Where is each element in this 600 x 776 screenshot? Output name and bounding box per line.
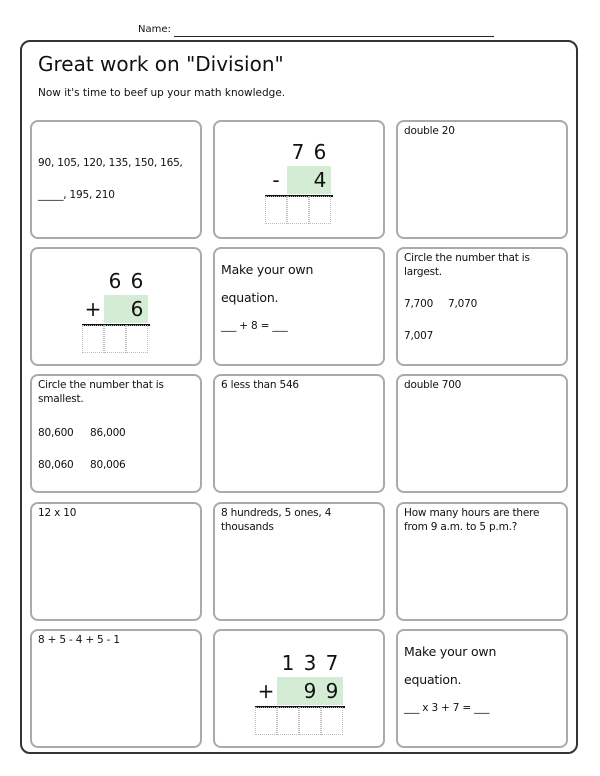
problem-text: 12 x 10 bbox=[38, 507, 77, 519]
problem-text: 8 hundreds, 5 ones, 4 thousands bbox=[221, 507, 332, 533]
problem-box-5 bbox=[213, 247, 385, 366]
answer-cell-1[interactable] bbox=[82, 325, 104, 353]
problem-box-4 bbox=[30, 247, 202, 366]
problem-text: 6 less than 546 bbox=[221, 379, 299, 391]
problem-prompt: Circle the number that is largest. bbox=[404, 252, 530, 278]
operator-plus: + bbox=[257, 679, 275, 703]
equation-line-2: equation. bbox=[404, 672, 462, 687]
digit-bottom-1 bbox=[277, 677, 299, 705]
digit-bottom-2: 4 bbox=[309, 166, 331, 194]
digit-top-3: 7 bbox=[325, 651, 339, 675]
equation-line-3: ___ x 3 + 7 = ___ bbox=[404, 702, 490, 714]
problem-box-11 bbox=[213, 502, 385, 621]
number-option[interactable]: 7,007 bbox=[404, 330, 434, 342]
problem-box-14 bbox=[213, 629, 385, 748]
digit-bottom-1 bbox=[287, 166, 309, 194]
number-option[interactable]: 80,060 bbox=[38, 459, 74, 471]
problem-box-7 bbox=[30, 374, 202, 493]
number-option[interactable]: 7,070 bbox=[448, 298, 478, 310]
page-subtitle: Now it's time to beef up your math knowledge. bbox=[38, 87, 286, 99]
problem-box-1 bbox=[30, 120, 202, 239]
digit-top-2: 6 bbox=[130, 269, 144, 293]
name-line[interactable] bbox=[174, 36, 494, 37]
equation-line-2: equation. bbox=[221, 290, 279, 305]
problem-prompt: Circle the number that is smallest. bbox=[38, 379, 164, 405]
problem-box-15 bbox=[396, 629, 568, 748]
problem-box-13 bbox=[30, 629, 202, 748]
answer-cell-3[interactable] bbox=[126, 325, 148, 353]
answer-cell-4[interactable] bbox=[321, 707, 343, 735]
name-label: Name: bbox=[138, 24, 171, 35]
digit-top-1: 6 bbox=[108, 269, 122, 293]
digit-bottom-2: 6 bbox=[126, 295, 148, 323]
number-option[interactable]: 80,006 bbox=[90, 459, 126, 471]
digit-bottom-1 bbox=[104, 295, 126, 323]
operator-plus: + bbox=[84, 297, 102, 321]
page-title: Great work on "Division" bbox=[38, 52, 284, 76]
problem-box-10 bbox=[30, 502, 202, 621]
problem-text: How many hours are there from 9 a.m. to 5 p.m.? bbox=[404, 507, 540, 533]
problem-box-3 bbox=[396, 120, 568, 239]
number-option[interactable]: 86,000 bbox=[90, 427, 126, 439]
answer-cell-3[interactable] bbox=[309, 196, 331, 224]
number-option[interactable]: 7,700 bbox=[404, 298, 434, 310]
problem-box-8 bbox=[213, 374, 385, 493]
answer-cell-3[interactable] bbox=[299, 707, 321, 735]
problem-box-9 bbox=[396, 374, 568, 493]
digit-bottom-3: 9 bbox=[321, 677, 343, 705]
answer-cell-2[interactable] bbox=[104, 325, 126, 353]
digit-top-2: 6 bbox=[313, 140, 327, 164]
problem-box-12 bbox=[396, 502, 568, 621]
digit-top-2: 3 bbox=[303, 651, 317, 675]
digit-top-1: 1 bbox=[281, 651, 295, 675]
problem-text: 8 + 5 - 4 + 5 - 1 bbox=[38, 634, 120, 646]
answer-cell-2[interactable] bbox=[287, 196, 309, 224]
sequence-line-1: 90, 105, 120, 135, 150, 165, bbox=[38, 157, 183, 169]
problem-text: double 700 bbox=[404, 379, 462, 391]
equation-line-1: Make your own bbox=[404, 644, 497, 659]
sequence-line-2: _____, 195, 210 bbox=[38, 189, 115, 201]
operator-minus: - bbox=[272, 168, 280, 192]
problem-text: double 20 bbox=[404, 125, 455, 137]
number-option[interactable]: 80,600 bbox=[38, 427, 74, 439]
digit-bottom-2: 9 bbox=[299, 677, 321, 705]
equation-line-3: ___ + 8 = ___ bbox=[221, 320, 288, 332]
equation-line-1: Make your own bbox=[221, 262, 314, 277]
problem-box-6 bbox=[396, 247, 568, 366]
problem-box-2 bbox=[213, 120, 385, 239]
answer-cell-1[interactable] bbox=[265, 196, 287, 224]
answer-cell-2[interactable] bbox=[277, 707, 299, 735]
digit-top-1: 7 bbox=[291, 140, 305, 164]
answer-cell-1[interactable] bbox=[255, 707, 277, 735]
